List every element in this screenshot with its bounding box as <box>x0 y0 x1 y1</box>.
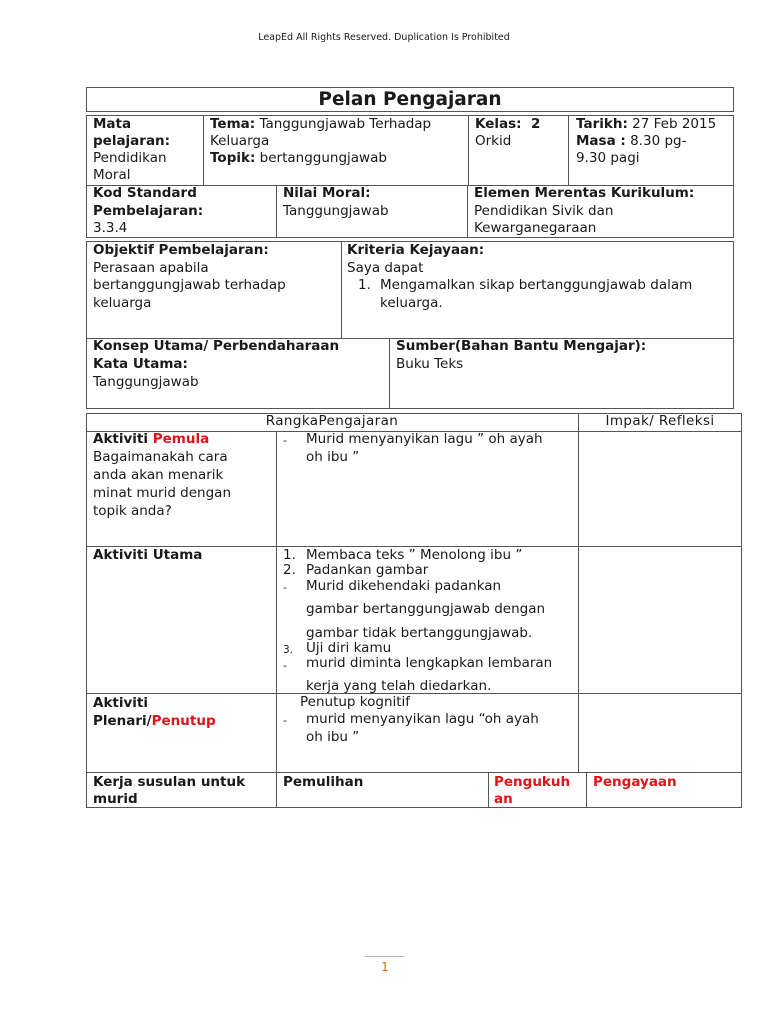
kriteria-item-number: 1. <box>358 277 371 293</box>
masa-label: Masa : <box>576 133 626 149</box>
pengukuhan-label-cont: an <box>494 791 513 807</box>
topik-label: Topik: <box>210 150 256 166</box>
sumber-label: Sumber(Bahan Bantu Mengajar): <box>396 338 647 354</box>
utama-item: Uji diri kamu <box>306 640 392 656</box>
konsep-label: Kata Utama: <box>93 356 188 372</box>
tarikh-value: 27 Feb 2015 <box>632 116 717 132</box>
pemula-desc: minat murid dengan <box>93 485 232 501</box>
kelas-number: 2 <box>530 116 541 132</box>
rangka-header: RangkaPengajaran <box>265 413 399 429</box>
plenari-top: Penutup kognitif <box>300 694 411 710</box>
objektif-text: keluarga <box>93 295 152 311</box>
elemen-value: Pendidikan Sivik dan <box>474 203 614 219</box>
tema-value-cont: Keluarga <box>210 133 270 149</box>
utama-dash: - <box>283 581 287 594</box>
utama-dash: - <box>283 659 287 672</box>
rangka-divider <box>488 772 489 808</box>
info-divider <box>276 185 277 238</box>
rangka-divider <box>578 413 579 772</box>
kriteria-item-text: Mengamalkan sikap bertanggungjawab dalam <box>380 277 693 293</box>
pemulihan-label: Pemulihan <box>283 774 364 790</box>
plenari-label-red: Penutup <box>151 713 216 729</box>
tarikh-line <box>576 116 716 133</box>
mata-value: Pendidikan <box>93 150 167 166</box>
utama-item: murid diminta lengkapkan lembaran <box>306 655 553 671</box>
footer-rule <box>365 956 405 957</box>
mata-label: pelajaran: <box>93 133 171 149</box>
utama-item: kerja yang telah diedarkan. <box>306 678 492 694</box>
rangka-divider <box>586 772 587 808</box>
kerja-label: murid <box>93 791 138 807</box>
masa-value: 8.30 pg- <box>630 133 687 149</box>
copyright-note: LeapEd All Rights Reserved. Duplication Is Prohibited <box>258 32 510 43</box>
utama-number: 3. <box>283 644 294 656</box>
pemula-item: oh ibu ” <box>306 449 360 465</box>
kelas-label: Kelas: <box>475 116 522 132</box>
info-divider <box>468 115 469 185</box>
rangka-divider <box>276 431 277 808</box>
pemula-desc: topik anda? <box>93 503 172 519</box>
topik-line <box>210 150 387 167</box>
kelas-value: Orkid <box>475 133 512 149</box>
kod-value: 3.3.4 <box>93 220 128 236</box>
elemen-value: Kewarganegaraan <box>474 220 597 236</box>
kriteria-label: Kriteria Kejayaan: <box>347 242 485 258</box>
masa-value-cont: 9.30 pagi <box>576 150 640 166</box>
pemula-desc: anda akan menarik <box>93 467 224 483</box>
kod-label: Kod Standard <box>93 185 197 201</box>
tarikh-label: Tarikh: <box>576 116 628 132</box>
utama-item: Murid dikehendaki padankan <box>306 578 502 594</box>
kelas-line <box>475 116 540 133</box>
info-divider <box>467 185 468 238</box>
plenari-item: murid menyanyikan lagu “oh ayah <box>306 711 539 727</box>
kriteria-item-text: keluarga. <box>380 295 443 311</box>
mata-value: Moral <box>93 167 131 183</box>
utama-item: gambar bertanggungjawab dengan <box>306 601 546 617</box>
plenari-bullet: - <box>283 714 287 727</box>
kriteria-intro: Saya dapat <box>347 260 424 276</box>
masa-line <box>576 133 686 150</box>
utama-label: Aktiviti Utama <box>93 547 203 563</box>
sumber-value: Buku Teks <box>396 356 464 372</box>
konsep-label: Konsep Utama/ Perbendaharaan <box>93 338 340 354</box>
info-divider <box>568 115 569 185</box>
rangka-row-divider <box>86 772 742 773</box>
info-divider <box>203 115 204 185</box>
nilai-value: Tanggungjawab <box>283 203 389 219</box>
plenari-item: oh ibu ” <box>306 729 360 745</box>
plenari-label-black: Plenari/ <box>93 713 152 729</box>
page-title: Pelan Pengajaran <box>318 89 502 110</box>
tema-value: Tanggungjawab Terhadap <box>259 116 432 132</box>
pengukuhan-label: Pengukuh <box>494 774 571 790</box>
elemen-label: Elemen Merentas Kurikulum: <box>474 185 695 201</box>
pemula-desc: Bagaimanakah cara <box>93 449 228 465</box>
pemula-label-black: Aktiviti <box>93 431 149 447</box>
objektif-text: Perasaan apabila <box>93 260 209 276</box>
pemula-item: Murid menyanyikan lagu ” oh ayah <box>306 431 543 447</box>
objective-divider <box>389 338 390 409</box>
plenari-label-line2 <box>93 713 216 730</box>
konsep-value: Tanggungjawab <box>93 374 199 390</box>
nilai-label: Nilai Moral: <box>283 185 371 201</box>
objektif-text: bertanggungjawab terhadap <box>93 277 286 293</box>
utama-item: Membaca teks ” Menolong ibu ” <box>306 547 523 563</box>
utama-item: gambar tidak bertanggungjawab. <box>306 625 533 641</box>
utama-number: 2. <box>283 562 296 578</box>
topik-value: bertanggungjawab <box>259 150 387 166</box>
utama-item: Padankan gambar <box>306 562 429 578</box>
tema-label: Tema: <box>210 116 256 132</box>
impak-header: Impak/ Refleksi <box>605 413 715 429</box>
page-number: 1 <box>381 960 389 974</box>
pemula-label <box>93 431 209 448</box>
kod-label: Pembelajaran: <box>93 203 204 219</box>
tema-line <box>210 116 431 133</box>
objective-divider <box>341 241 342 338</box>
plenari-label: Aktiviti <box>93 695 149 711</box>
pemula-bullet: - <box>283 434 287 447</box>
kerja-label: Kerja susulan untuk <box>93 774 246 790</box>
utama-number: 1. <box>283 547 296 563</box>
pemula-label-red: Pemula <box>152 431 210 447</box>
objektif-label: Objektif Pembelajaran: <box>93 242 269 258</box>
pengayaan-label: Pengayaan <box>593 774 677 790</box>
mata-label: Mata <box>93 116 132 132</box>
